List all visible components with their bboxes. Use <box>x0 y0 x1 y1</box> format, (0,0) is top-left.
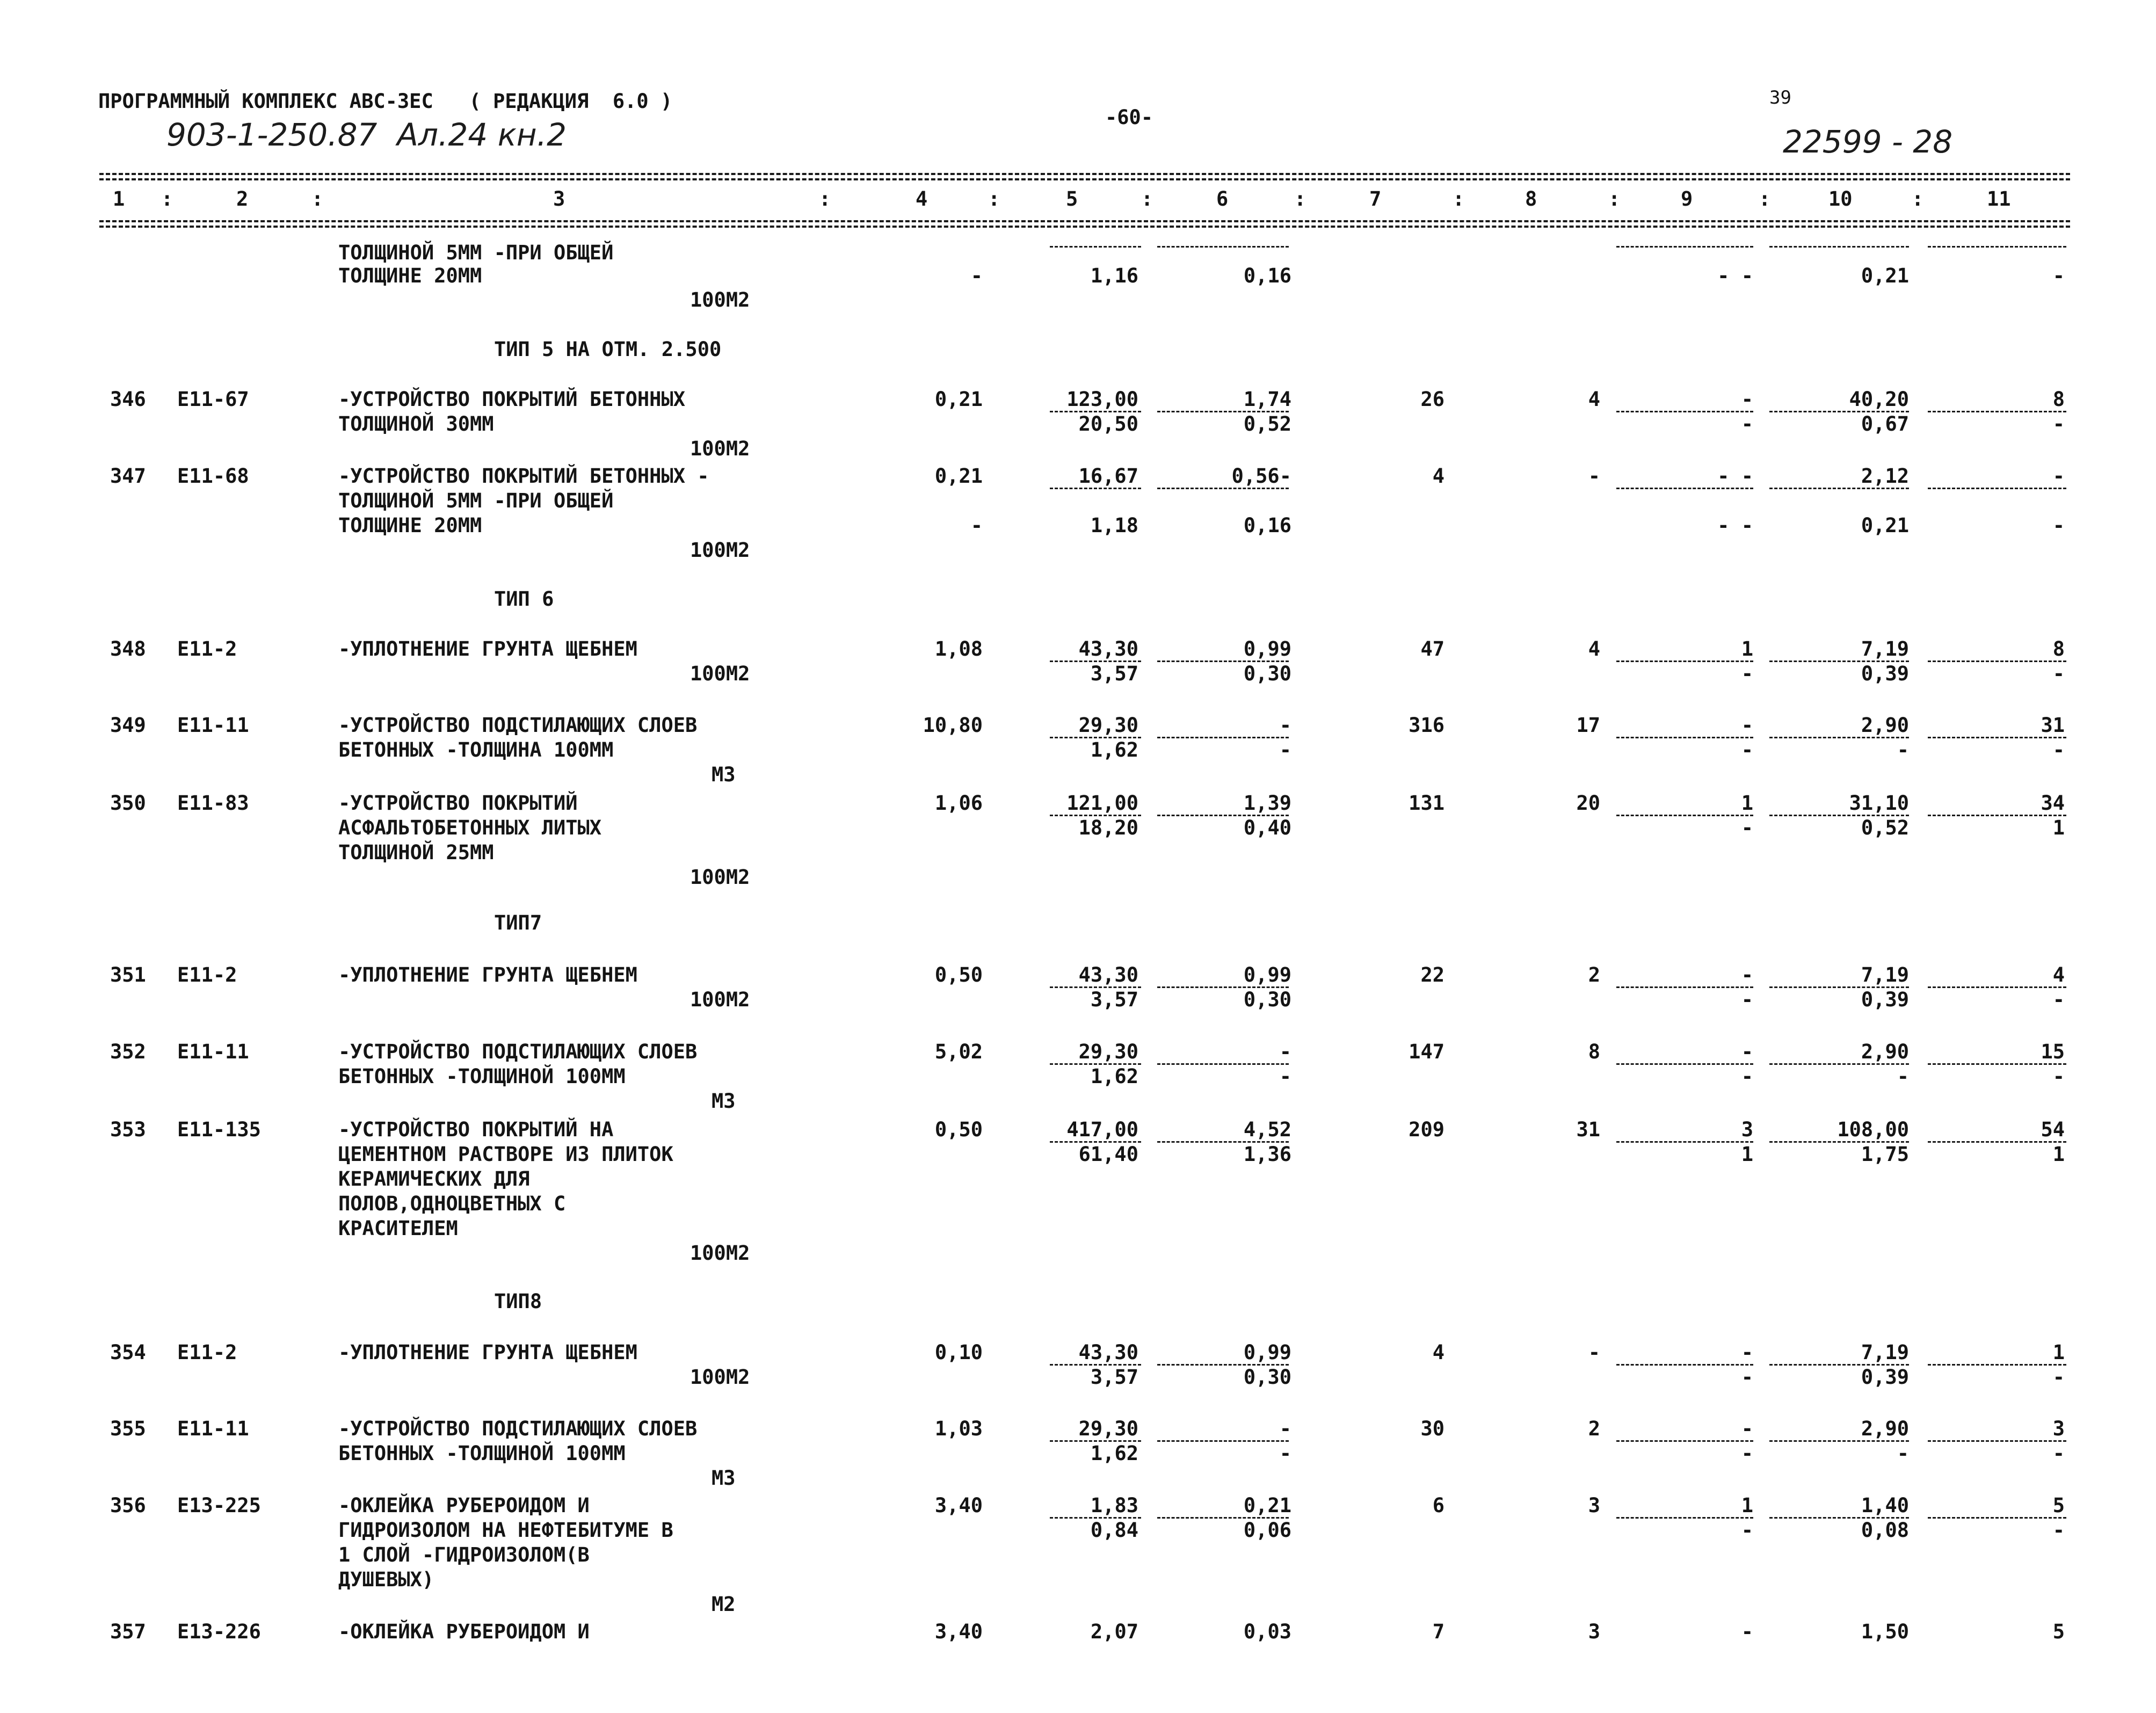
header-rule-top <box>99 173 2070 175</box>
total-value: - <box>1741 1417 1753 1440</box>
cell-divider-line <box>1616 986 1753 988</box>
cell-divider-line <box>1616 815 1753 816</box>
unit-cost-value: 43,30 <box>1078 1341 1138 1364</box>
total-value: - - <box>1717 464 1753 488</box>
total-value: 1,75 <box>1861 1143 1909 1166</box>
cell-divider-line <box>1050 488 1141 489</box>
total-value: - <box>1897 1065 1909 1088</box>
work-description: КЕРАМИЧЕСКИХ ДЛЯ <box>338 1167 530 1191</box>
cell-divider-line <box>1769 737 1909 738</box>
cell-divider-line <box>1928 488 2066 489</box>
total-value: 2,90 <box>1861 1040 1909 1063</box>
cell-divider-line <box>1616 1364 1753 1366</box>
total-value: - <box>2052 264 2065 287</box>
total-value: 3 <box>1741 1118 1753 1141</box>
total-value: - <box>1741 412 1753 435</box>
total-value: 7 <box>1432 1620 1444 1643</box>
total-value: - <box>2052 662 2065 685</box>
unit-cost-value: - <box>1279 1417 1291 1440</box>
unit-cost-value: 3,57 <box>1090 1366 1138 1389</box>
unit-cost-value: 417,00 <box>1066 1118 1138 1141</box>
col-10: 10 <box>1828 187 1853 211</box>
qty-value: - <box>970 514 983 537</box>
col-sep: : <box>161 187 173 211</box>
norm-code: Е11-2 <box>177 637 237 660</box>
work-description: -ОКЛЕЙКА РУБЕРОИДОМ И <box>338 1620 590 1643</box>
total-value: 1 <box>1741 1143 1753 1166</box>
total-value: 3 <box>1588 1620 1600 1643</box>
total-value: - <box>2052 1366 2065 1389</box>
total-value: - <box>1741 816 1753 839</box>
cell-divider-line <box>1616 1517 1753 1519</box>
norm-code: Е11-67 <box>177 388 249 411</box>
unit-cost-value: 0,56- <box>1231 464 1291 488</box>
total-value: 0,39 <box>1861 1366 1909 1389</box>
work-description: -УСТРОЙСТВО ПОДСТИЛАЮЩИХ СЛОЕВ <box>338 714 698 737</box>
total-value: - <box>1741 1065 1753 1088</box>
unit-cost-value: 43,30 <box>1078 637 1138 660</box>
row-number: 351 <box>110 963 146 986</box>
handwritten-archive-number: 903-1-250.87 Ал.24 кн.2 <box>166 117 567 153</box>
total-value: 209 <box>1409 1118 1444 1141</box>
header-rule-top-2 <box>99 178 2070 180</box>
total-value: 316 <box>1409 714 1444 737</box>
work-description: ТОЛЩИНОЙ 25ММ <box>338 841 494 864</box>
total-value: - <box>1741 1366 1753 1389</box>
total-value: 7,19 <box>1861 637 1909 660</box>
unit-cost-value: 1,16 <box>1090 264 1138 287</box>
unit-cost-value: - <box>1279 738 1291 761</box>
col-sep: : <box>988 187 1000 211</box>
continued-desc: ТОЛЩИНЕ 20ММ <box>338 264 482 287</box>
norm-code: Е11-135 <box>177 1118 261 1141</box>
total-value: 20 <box>1576 792 1600 815</box>
header-rule-bottom <box>99 220 2070 222</box>
unit-label: М3 <box>712 763 736 786</box>
col-sep: : <box>1912 187 1924 211</box>
cell-divider-line <box>1616 246 1753 248</box>
qty-value: 0,10 <box>934 1341 983 1364</box>
total-value: 7,19 <box>1861 963 1909 986</box>
work-description: -УПЛОТНЕНИЕ ГРУНТА ЩЕБНЕМ <box>338 1341 637 1364</box>
work-description: -УСТРОЙСТВО ПОКРЫТИЙ БЕТОННЫХ - <box>338 464 709 488</box>
total-value: - <box>1741 738 1753 761</box>
work-description: БЕТОННЫХ -ТОЛЩИНА 100ММ <box>338 738 614 761</box>
work-description: АСФАЛЬТОБЕТОННЫХ ЛИТЫХ <box>338 816 602 839</box>
work-description: ТОЛЩИНЕ 20ММ <box>338 514 482 537</box>
cell-divider-line <box>1928 1063 2066 1065</box>
cell-divider-line <box>1769 246 1909 248</box>
row-number: 348 <box>110 637 146 660</box>
total-value: - <box>2052 988 2065 1011</box>
col-sep: : <box>1141 187 1153 211</box>
total-value: 1 <box>1741 1494 1753 1517</box>
unit-cost-value: 0,30 <box>1243 988 1291 1011</box>
norm-code: Е11-68 <box>177 464 249 488</box>
total-value: - <box>2052 1519 2065 1542</box>
total-value: - <box>1741 1442 1753 1465</box>
total-value: 0,67 <box>1861 412 1909 435</box>
unit-cost-value: 0,21 <box>1243 1494 1291 1517</box>
section-heading: ТИП8 <box>494 1290 542 1313</box>
qty-value: 10,80 <box>923 714 983 737</box>
norm-code: Е11-11 <box>177 714 249 737</box>
cell-divider-line <box>1157 488 1289 489</box>
unit-cost-value: 1,39 <box>1243 792 1291 815</box>
qty-value: 3,40 <box>934 1620 983 1643</box>
total-value: 30 <box>1420 1417 1444 1440</box>
total-value: 1 <box>2052 1341 2065 1364</box>
work-description: -ОКЛЕЙКА РУБЕРОИДОМ И <box>338 1494 590 1517</box>
total-value: 26 <box>1420 388 1444 411</box>
work-description: -УСТРОЙСТВО ПОДСТИЛАЮЩИХ СЛОЕВ <box>338 1417 698 1440</box>
total-value: 1 <box>1741 792 1753 815</box>
norm-code: Е11-11 <box>177 1040 249 1063</box>
unit-cost-value: 0,16 <box>1243 264 1291 287</box>
unit-cost-value: 3,57 <box>1090 988 1138 1011</box>
unit-label: 100М2 <box>690 1366 750 1389</box>
total-value: - <box>2052 514 2065 537</box>
total-value: 4 <box>1432 1341 1444 1364</box>
col-7: 7 <box>1369 187 1382 211</box>
col-4: 4 <box>916 187 928 211</box>
total-value: 2,90 <box>1861 714 1909 737</box>
total-value: - <box>1741 1040 1753 1063</box>
unit-cost-value: 0,99 <box>1243 637 1291 660</box>
work-description: -УСТРОЙСТВО ПОДСТИЛАЮЩИХ СЛОЕВ <box>338 1040 698 1063</box>
row-number: 355 <box>110 1417 146 1440</box>
cell-divider-line <box>1616 1141 1753 1143</box>
work-description: ЦЕМЕНТНОМ РАСТВОРЕ ИЗ ПЛИТОК <box>338 1143 673 1166</box>
total-value: 8 <box>2052 637 2065 660</box>
qty-value: 1,06 <box>934 792 983 815</box>
unit-cost-value: 0,84 <box>1090 1519 1138 1542</box>
cell-divider-line <box>1616 1063 1753 1065</box>
unit-cost-value: 61,40 <box>1078 1143 1138 1166</box>
unit-cost-value: 1,36 <box>1243 1143 1291 1166</box>
unit-cost-value: 0,40 <box>1243 816 1291 839</box>
qty-value: 5,02 <box>934 1040 983 1063</box>
unit-cost-value: 1,62 <box>1090 1065 1138 1088</box>
total-value: 1 <box>2052 816 2065 839</box>
unit-label: 100М2 <box>690 866 750 889</box>
cell-divider-line <box>1769 1063 1909 1065</box>
norm-code: Е11-2 <box>177 1341 237 1364</box>
total-value: 22 <box>1420 963 1444 986</box>
qty-value: 3,40 <box>934 1494 983 1517</box>
col-sep: : <box>1453 187 1465 211</box>
qty-value: - <box>970 264 983 287</box>
total-value: - <box>2052 412 2065 435</box>
norm-code: Е11-11 <box>177 1417 249 1440</box>
unit-cost-value: 29,30 <box>1078 1040 1138 1063</box>
total-value: - <box>1588 1341 1600 1364</box>
col-9: 9 <box>1681 187 1693 211</box>
unit-cost-value: 16,67 <box>1078 464 1138 488</box>
row-number: 346 <box>110 388 146 411</box>
cell-divider-line <box>1928 1364 2066 1366</box>
total-value: 3 <box>2052 1417 2065 1440</box>
unit-label: 100М2 <box>690 1242 750 1265</box>
total-value: - <box>1741 1341 1753 1364</box>
cell-divider-line <box>1616 488 1753 489</box>
norm-code: Е11-2 <box>177 963 237 986</box>
total-value: - - <box>1717 514 1753 537</box>
total-value: 31 <box>1576 1118 1600 1141</box>
cell-divider-line <box>1928 246 2066 248</box>
work-description: -УПЛОТНЕНИЕ ГРУНТА ЩЕБНЕМ <box>338 637 637 660</box>
unit-cost-value: 0,16 <box>1243 514 1291 537</box>
total-value: 0,39 <box>1861 988 1909 1011</box>
work-description: КРАСИТЕЛЕМ <box>338 1217 458 1240</box>
total-value: - <box>2052 1065 2065 1088</box>
total-value: 2 <box>1588 1417 1600 1440</box>
unit-cost-value: 0,30 <box>1243 1366 1291 1389</box>
header-rule-bottom-2 <box>99 226 2070 228</box>
total-value: - <box>2052 738 2065 761</box>
total-value: - <box>1741 662 1753 685</box>
work-description: ГИДРОИЗОЛОМ НА НЕФТЕБИТУМЕ В <box>338 1519 673 1542</box>
total-value: 2 <box>1588 963 1600 986</box>
unit-label: 100М2 <box>690 539 750 562</box>
col-6: 6 <box>1216 187 1229 211</box>
qty-value: 0,21 <box>934 388 983 411</box>
cell-divider-line <box>1769 1440 1909 1442</box>
work-description: -УСТРОЙСТВО ПОКРЫТИЙ <box>338 792 578 815</box>
row-number: 353 <box>110 1118 146 1141</box>
col-sep: : <box>311 187 324 211</box>
unit-cost-value: 29,30 <box>1078 714 1138 737</box>
row-number: 354 <box>110 1341 146 1364</box>
total-value: 8 <box>2052 388 2065 411</box>
qty-value: 0,50 <box>934 963 983 986</box>
section-heading: ТИП 5 НА ОТМ. 2.500 <box>494 338 722 361</box>
work-description: -УПЛОТНЕНИЕ ГРУНТА ЩЕБНЕМ <box>338 963 637 986</box>
unit-cost-value: 43,30 <box>1078 963 1138 986</box>
total-value: 47 <box>1420 637 1444 660</box>
program-title: ПРОГРАММНЫЙ КОМПЛЕКС АВС-3ЕС ( РЕДАКЦИЯ 6.0 ) <box>98 90 673 113</box>
qty-value: 0,21 <box>934 464 983 488</box>
unit-label: 100М2 <box>690 988 750 1011</box>
total-value: 4 <box>1588 637 1600 660</box>
total-value: 4 <box>2052 963 2065 986</box>
continued-desc: ТОЛЩИНОЙ 5ММ -ПРИ ОБЩЕЙ <box>338 241 614 264</box>
total-value: - <box>2052 1442 2065 1465</box>
unit-label: М3 <box>712 1467 736 1490</box>
unit-label: 100М2 <box>690 662 750 685</box>
unit-cost-value: 4,52 <box>1243 1118 1291 1141</box>
total-value: 5 <box>2052 1494 2065 1517</box>
unit-cost-value: 2,07 <box>1090 1620 1138 1643</box>
cell-divider-line <box>1928 411 2066 412</box>
total-value: - <box>1741 988 1753 1011</box>
unit-cost-value: 0,06 <box>1243 1519 1291 1542</box>
cell-divider-line <box>1157 246 1289 248</box>
col-sep: : <box>819 187 831 211</box>
unit-cost-value: 29,30 <box>1078 1417 1138 1440</box>
total-value: - <box>1588 464 1600 488</box>
total-value: - <box>1741 963 1753 986</box>
total-value: 147 <box>1409 1040 1444 1063</box>
row-number: 356 <box>110 1494 146 1517</box>
row-number: 352 <box>110 1040 146 1063</box>
cell-divider-line <box>1616 737 1753 738</box>
total-value: 0,08 <box>1861 1519 1909 1542</box>
cell-divider-line <box>1050 246 1141 248</box>
unit-cost-value: 0,99 <box>1243 963 1291 986</box>
handwritten-document-number: 22599 - 28 <box>1783 124 1953 160</box>
unit-cost-value: - <box>1279 1065 1291 1088</box>
unit-cost-value: 123,00 <box>1066 388 1138 411</box>
cell-divider-line <box>1928 660 2066 662</box>
qty-value: 0,50 <box>934 1118 983 1141</box>
qty-value: 1,03 <box>934 1417 983 1440</box>
total-value: 4 <box>1588 388 1600 411</box>
cell-divider-line <box>1157 1440 1289 1442</box>
cell-divider-line <box>1928 815 2066 816</box>
work-description: ПОЛОВ,ОДНОЦВЕТНЫХ С <box>338 1192 566 1215</box>
row-number: 357 <box>110 1620 146 1643</box>
total-value: 2,12 <box>1861 464 1909 488</box>
total-value: 17 <box>1576 714 1600 737</box>
row-number: 349 <box>110 714 146 737</box>
unit-cost-value: - <box>1279 1040 1291 1063</box>
total-value: 6 <box>1432 1494 1444 1517</box>
total-value: 131 <box>1409 792 1444 815</box>
section-heading: ТИП7 <box>494 911 542 934</box>
unit-cost-value: 3,57 <box>1090 662 1138 685</box>
cell-divider-line <box>1157 1063 1289 1065</box>
col-sep: : <box>1608 187 1621 211</box>
unit-cost-value: - <box>1279 714 1291 737</box>
unit-cost-value: 1,62 <box>1090 738 1138 761</box>
total-value: - <box>1897 738 1909 761</box>
total-value: 1 <box>1741 637 1753 660</box>
unit-label: 100М2 <box>690 437 750 460</box>
total-value: 8 <box>1588 1040 1600 1063</box>
total-value: 0,21 <box>1861 264 1909 287</box>
norm-code: Е11-83 <box>177 792 249 815</box>
total-value: 40,20 <box>1849 388 1909 411</box>
norm-code: Е13-226 <box>177 1620 261 1643</box>
unit-cost-value: 0,30 <box>1243 662 1291 685</box>
unit-cost-value: 0,52 <box>1243 412 1291 435</box>
total-value: - <box>1741 388 1753 411</box>
work-description: -УСТРОЙСТВО ПОКРЫТИЙ НА <box>338 1118 614 1141</box>
total-value: 1,40 <box>1861 1494 1909 1517</box>
total-value: 108,00 <box>1837 1118 1909 1141</box>
total-value: 0,21 <box>1861 514 1909 537</box>
unit-label: 100М2 <box>690 288 750 311</box>
cell-divider-line <box>1616 660 1753 662</box>
unit-label: М2 <box>712 1593 736 1616</box>
total-value: - <box>1741 1519 1753 1542</box>
total-value: 15 <box>2041 1040 2065 1063</box>
total-value: 34 <box>2041 792 2065 815</box>
work-description: 1 СЛОЙ -ГИДРОИЗОЛОМ(В <box>338 1543 590 1566</box>
col-sep: : <box>1294 187 1306 211</box>
total-value: 7,19 <box>1861 1341 1909 1364</box>
unit-cost-value: 0,99 <box>1243 1341 1291 1364</box>
col-8: 8 <box>1525 187 1537 211</box>
work-description: ТОЛЩИНОЙ 30ММ <box>338 412 494 435</box>
total-value: 3 <box>1588 1494 1600 1517</box>
unit-label: М3 <box>712 1090 736 1113</box>
cell-divider-line <box>1928 1141 2066 1143</box>
work-description: БЕТОННЫХ -ТОЛЩИНОЙ 100ММ <box>338 1442 626 1465</box>
total-value: 2,90 <box>1861 1417 1909 1440</box>
total-value: 5 <box>2052 1620 2065 1643</box>
work-description: ТОЛЩИНОЙ 5ММ -ПРИ ОБЩЕЙ <box>338 489 614 512</box>
row-number: 350 <box>110 792 146 815</box>
unit-cost-value: 20,50 <box>1078 412 1138 435</box>
unit-cost-value: - <box>1279 1442 1291 1465</box>
col-11: 11 <box>1987 187 2011 211</box>
total-value: - <box>1741 1620 1753 1643</box>
total-value: 0,39 <box>1861 662 1909 685</box>
total-value: 54 <box>2041 1118 2065 1141</box>
total-value: - <box>1741 714 1753 737</box>
cell-divider-line <box>1928 737 2066 738</box>
col-3: 3 <box>553 187 565 211</box>
section-heading: ТИП 6 <box>494 587 554 611</box>
cell-divider-line <box>1616 1440 1753 1442</box>
total-value: 31 <box>2041 714 2065 737</box>
cell-divider-line <box>1616 411 1753 412</box>
col-2: 2 <box>236 187 249 211</box>
page-number-right: 39 <box>1769 87 1791 108</box>
norm-code: Е13-225 <box>177 1494 261 1517</box>
col-sep: : <box>1759 187 1771 211</box>
total-value: - <box>2052 464 2065 488</box>
cell-divider-line <box>1928 1517 2066 1519</box>
total-value: 1,50 <box>1861 1620 1909 1643</box>
cell-divider-line <box>1769 488 1909 489</box>
qty-value: 1,08 <box>934 637 983 660</box>
total-value: 1 <box>2052 1143 2065 1166</box>
total-value: 31,10 <box>1849 792 1909 815</box>
work-description: БЕТОННЫХ -ТОЛЩИНОЙ 100ММ <box>338 1065 626 1088</box>
work-description: ДУШЕВЫХ) <box>338 1568 434 1591</box>
row-number: 347 <box>110 464 146 488</box>
page-number-center: -60- <box>1105 106 1153 129</box>
total-value: 0,52 <box>1861 816 1909 839</box>
work-description: -УСТРОЙСТВО ПОКРЫТИЙ БЕТОННЫХ <box>338 388 686 411</box>
total-value: - - <box>1717 264 1753 287</box>
unit-cost-value: 1,74 <box>1243 388 1291 411</box>
unit-cost-value: 18,20 <box>1078 816 1138 839</box>
cell-divider-line <box>1928 986 2066 988</box>
unit-cost-value: 1,18 <box>1090 514 1138 537</box>
unit-cost-value: 0,03 <box>1243 1620 1291 1643</box>
col-1: 1 <box>113 187 125 211</box>
unit-cost-value: 1,83 <box>1090 1494 1138 1517</box>
col-5: 5 <box>1066 187 1078 211</box>
cell-divider-line <box>1928 1440 2066 1442</box>
total-value: - <box>1897 1442 1909 1465</box>
total-value: 4 <box>1432 464 1444 488</box>
cell-divider-line <box>1157 737 1289 738</box>
unit-cost-value: 1,62 <box>1090 1442 1138 1465</box>
unit-cost-value: 121,00 <box>1066 792 1138 815</box>
